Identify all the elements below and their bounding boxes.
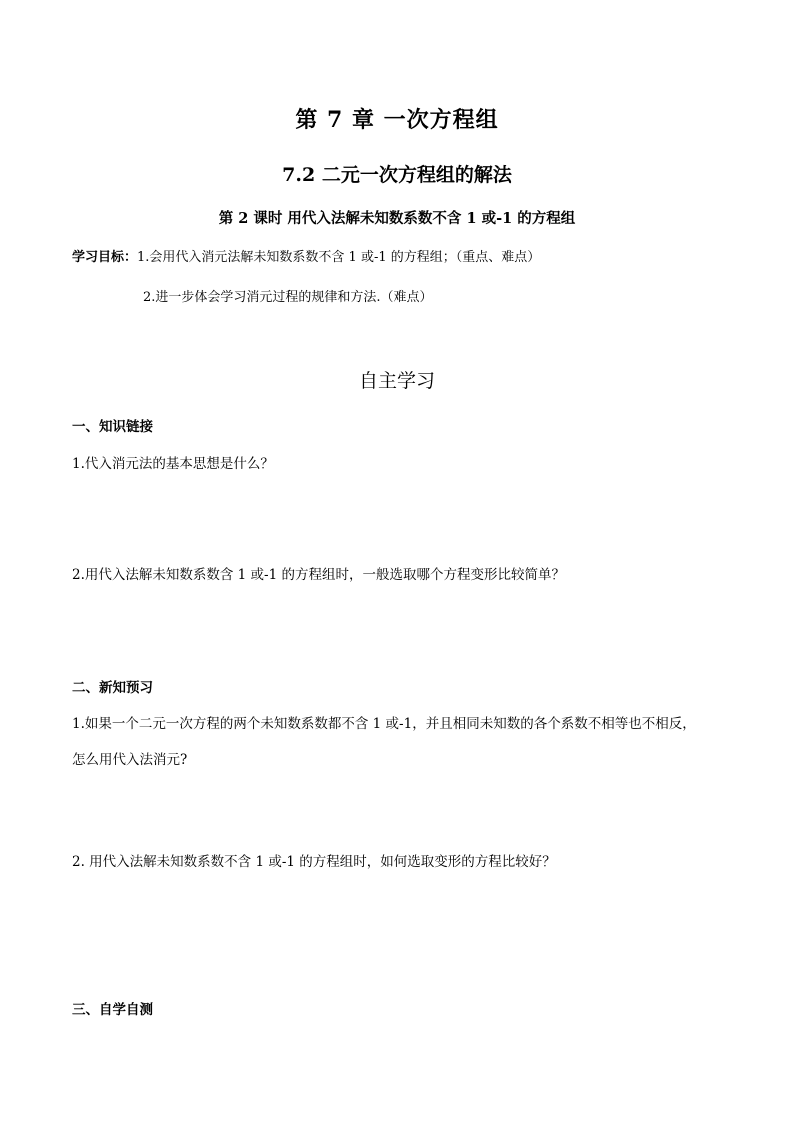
question-2-1-line-2: 怎么用代入法消元? <box>72 752 188 768</box>
learning-goals-label: 学习目标： <box>72 250 138 265</box>
learning-goal-1 <box>72 246 540 265</box>
question-2-1-line-1: 1.如果一个二元一次方程的两个未知数系数都不含 1 或-1，并且相同未知数的各个系数不相等也不相反， <box>72 716 696 732</box>
self-study-heading: 自主学习 <box>358 370 435 392</box>
learning-goal-text-1: 1.会用代入消元法解未知数系数不含 1 或-1 的方程组；（重点、难点） <box>137 250 541 265</box>
question-1-1: 1.代入消元法的基本思想是什么？ <box>72 456 274 472</box>
question-2-2: 2. 用代入法解未知数系数不含 1 或-1 的方程组时，如何选取变形的方程比较好？ <box>72 854 556 870</box>
question-1-2: 2.用代入法解未知数系数含 1 或-1 的方程组时，一般选取哪个方程变形比较简单？ <box>72 567 565 583</box>
section-heading-preview: 二、新知预习 <box>72 680 153 696</box>
chapter-title: 第 7 章 一次方程组 <box>295 107 499 133</box>
learning-goal-2: 2.进一步体会学习消元过程的规律和方法.（难点） <box>143 290 433 305</box>
section-heading-self-test: 三、自学自测 <box>72 1002 153 1018</box>
section-title: 7.2 二元一次方程组的解法 <box>282 164 512 186</box>
lesson-title: 第 2 课时 用代入法解未知数系数不含 1 或-1 的方程组 <box>218 210 576 227</box>
section-heading-knowledge-link: 一、知识链接 <box>72 419 153 435</box>
